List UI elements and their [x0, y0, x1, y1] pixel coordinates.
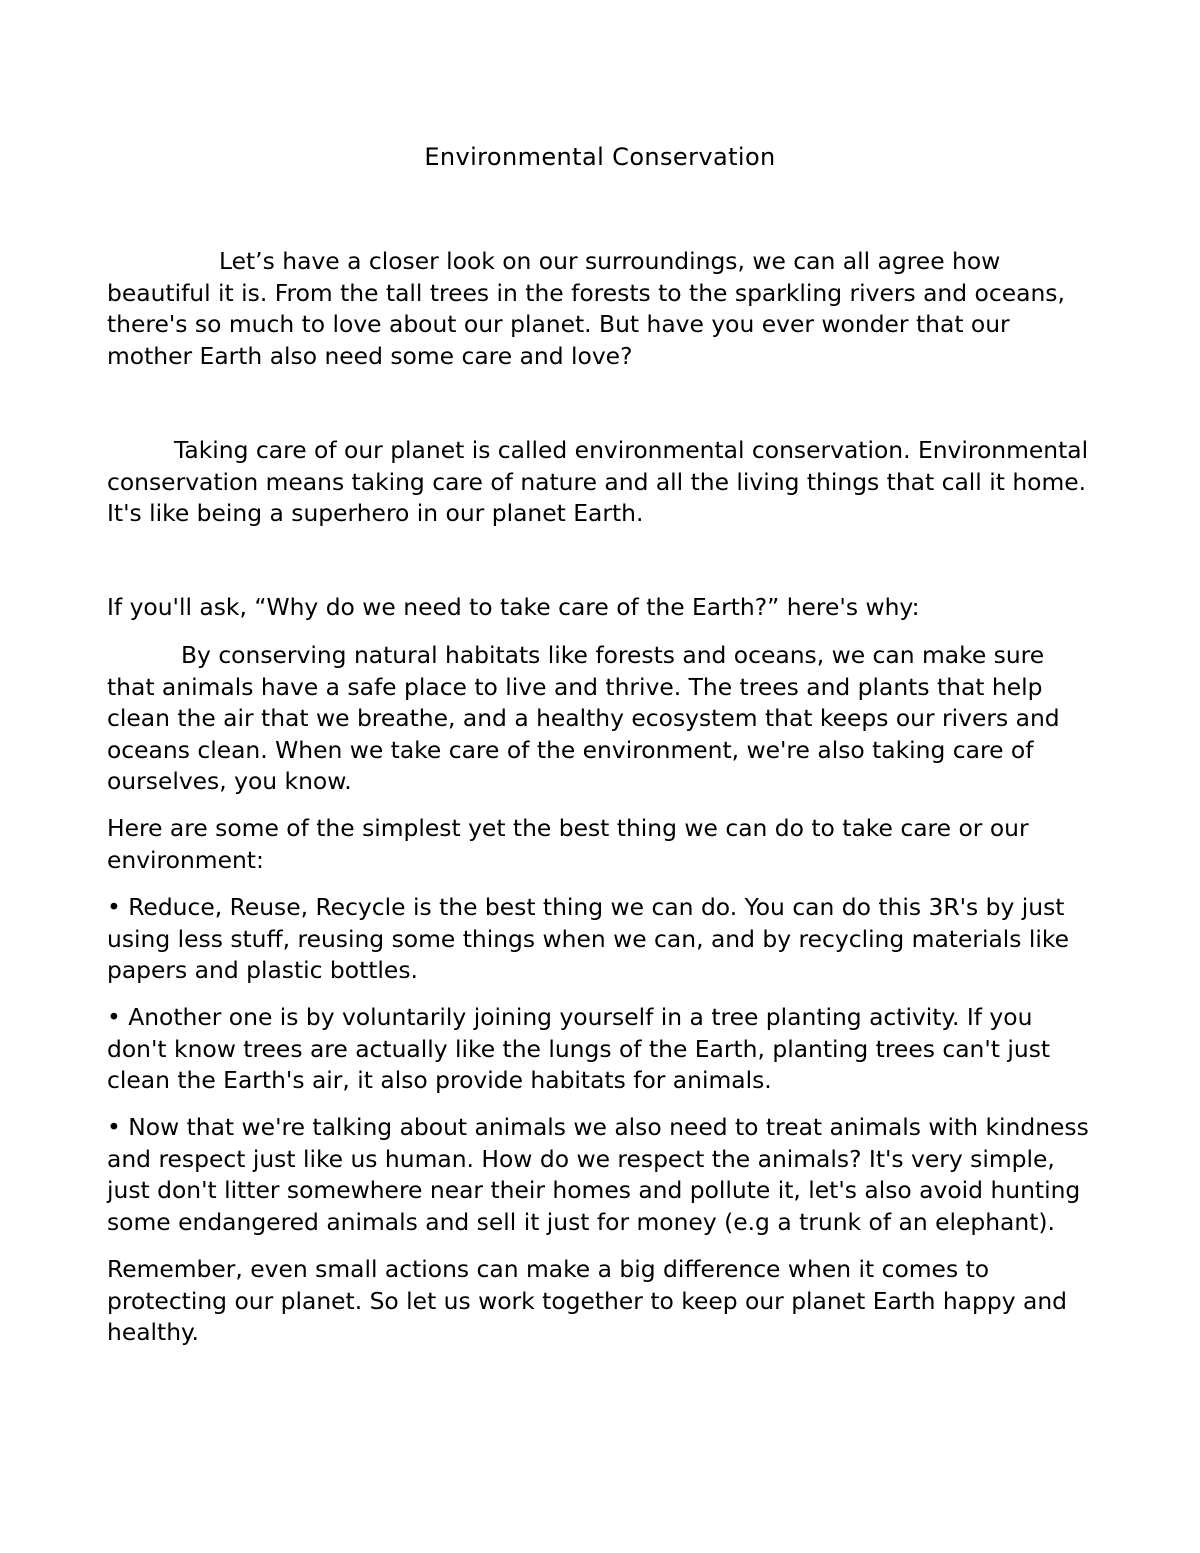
tips-intro-paragraph: Here are some of the simplest yet the best thing we can do to take care or our environment: [107, 814, 1029, 874]
definition-paragraph: Taking care of our planet is called environmental conservation. Environmental conservation means taking care of nature and all the living things that call it home. It's like being a superhero in our planet Earth. [107, 436, 1089, 528]
reason-paragraph: By conserving natural habitats like forests and oceans, we can make sure that animals have a safe place to live and thrive. The trees and plants that help clean the air that we breathe, and a healthy ecosystem that keeps our rivers and oceans clean. When we take care of the environment, we're also taking care of ourselves, you know. [107, 641, 1060, 796]
bullet-item-tree-planting: • Another one is by voluntarily joining yourself in a tree planting activity. If you don't know trees are actually like the lungs of the Earth, planting trees can't just clean the Earth's air, it also provide habitats for animals. [107, 1003, 1051, 1095]
question-paragraph: If you'll ask, “Why do we need to take care of the Earth?” here's why: [107, 593, 920, 621]
bullet-item-animals: • Now that we're talking about animals we also need to treat animals with kindness and respect just like us human. How do we respect the animals? It's very simple, just don't litter somewhere near their homes and pollute it, let's also avoid hunting some endangered animals and sell it just for money (e.g a trunk of an elephant). [107, 1113, 1089, 1236]
closing-paragraph: Remember, even small actions can make a big difference when it comes to protecting our planet. So let us work together to keep our planet Earth happy and healthy. [107, 1255, 1067, 1347]
bullet-item-recycle: • Reduce, Reuse, Recycle is the best thing we can do. You can do this 3R's by just using less stuff, reusing some things when we can, and by recycling materials like papers and plastic bottles. [107, 893, 1070, 985]
intro-paragraph: Let’s have a closer look on our surroundings, we can all agree how beautiful it is. From the tall trees in the forests to the sparkling rivers and oceans, there's so much to love about our planet. But have you ever wonder that our mother Earth also need some care and love? [107, 247, 1065, 370]
document-title: Environmental Conservation [424, 143, 776, 171]
